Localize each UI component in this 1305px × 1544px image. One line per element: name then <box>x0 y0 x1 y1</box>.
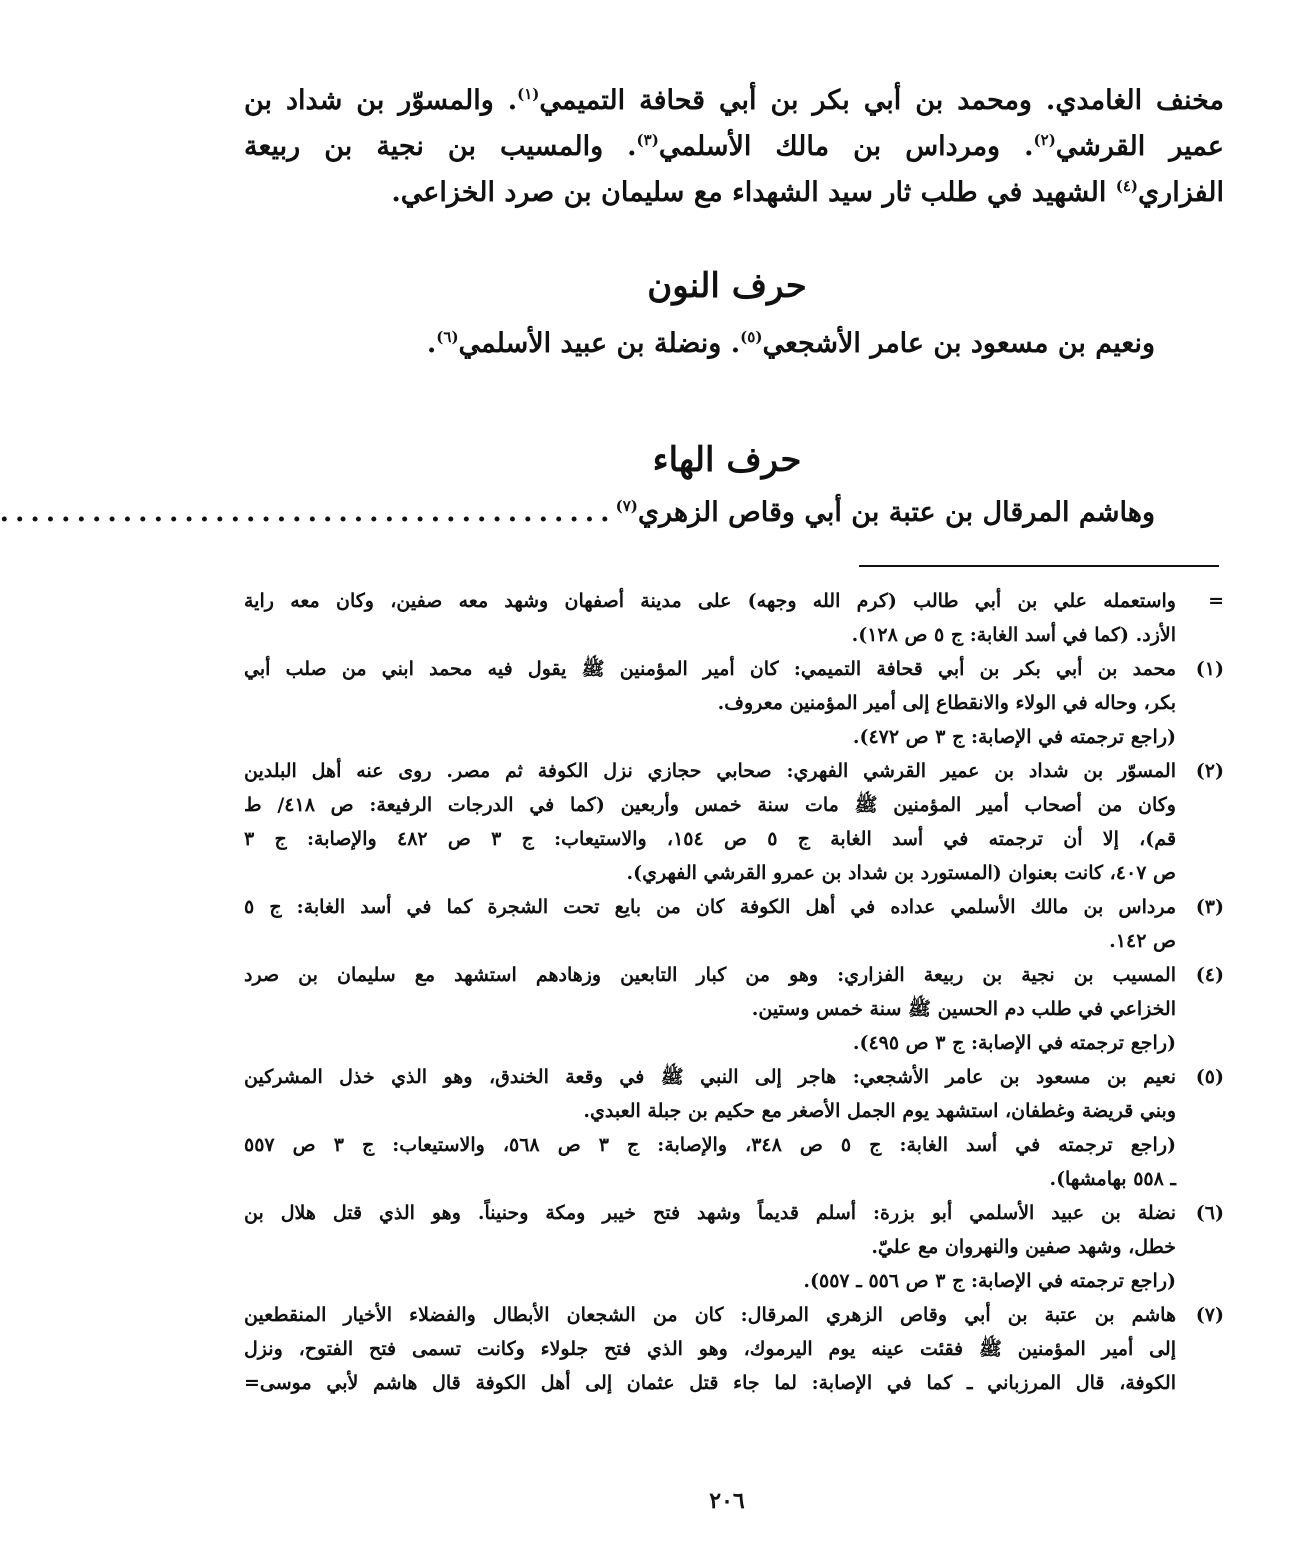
footnote-line: بكر، وحاله في الولاء والانقطاع إلى أمير المؤمنين معروف. <box>717 692 1176 714</box>
footnote-marker: (٥) <box>1195 1066 1224 1088</box>
footnote <box>244 1196 1224 1298</box>
footnote <box>244 1298 1224 1400</box>
text-segment: . والمسيب بن نجية بن ربيعة <box>244 131 637 162</box>
section-heading-nun: حرف النون <box>647 266 807 306</box>
text-segment: الشهيد في طلب ثار سيد الشهداء مع سليمان بن صرد الخزاعي. <box>391 177 1116 208</box>
text-segment: الفزاري <box>1138 177 1224 208</box>
footnote-separator <box>859 565 1219 567</box>
paragraph-line <box>244 124 1224 170</box>
footnote-line: ص ١٤٢. <box>1109 930 1176 952</box>
footnote-line: الأزد. (كما في أسد الغابة: ج ٥ ص ١٢٨). <box>851 624 1176 646</box>
text-segment: مخنف الغامدي. ومحمد بن أبي بكر بن أبي قحافة التميمي <box>539 85 1225 116</box>
section-nun-line <box>427 328 1155 359</box>
section-ha-line <box>0 497 1155 528</box>
footnote-line: مرداس بن مالك الأسلمي عداده في أهل الكوفة كان من بايع تحت الشجرة كما في أسد الغابة: ج ٥ <box>244 896 1176 918</box>
footnote-marker: = <box>1208 590 1224 612</box>
footnote-marker: (١) <box>1195 658 1224 680</box>
footnotes <box>244 584 1224 1400</box>
footnote-line: هاشم بن عتبة بن أبي وقاص الزهري المرقال: كان من الشجعان الأبطال والفضلاء الأخيار المنقطعين <box>244 1304 1176 1326</box>
text-segment: . ونضلة بن عبيد الأسلمي <box>458 328 741 359</box>
footnote-line: نضلة بن عبيد الأسلمي أبو بزرة: أسلم قديماً وشهد فتح خيبر ومكة وحنيناً. وهو الذي قتل هلال بن <box>244 1202 1176 1224</box>
footnote-line: المسيب بن نجية بن ربيعة الفزاري: وهو من كبار التابعين وزهادهم استشهد مع سليمان بن صرد <box>244 964 1176 986</box>
footnote <box>244 754 1224 890</box>
footnote-ref: (٧) <box>615 497 638 515</box>
footnote-ref: (٦) <box>436 328 459 346</box>
leader-dots: ........................................ <box>0 497 616 528</box>
footnote-line: نعيم بن مسعود بن عامر الأشجعي: هاجر إلى النبي ﷺ في وقعة الخندق، وهو الذي خذل المشركين <box>244 1066 1176 1088</box>
footnote-marker: (٦) <box>1195 1202 1224 1224</box>
footnote-body <box>244 958 1176 1060</box>
footnote-ref: (٣) <box>636 131 659 149</box>
paragraph-line <box>244 170 1224 216</box>
footnote-line: ص ٤٠٧، كانت بعنوان (المستورد بن شداد بن عمرو القرشي الفهري). <box>626 862 1176 884</box>
footnote-line: (راجع ترجمته في الإصابة: ج ٣ ص ٤٩٥). <box>852 1032 1176 1054</box>
page-number: ٢٠٦ <box>709 1488 745 1514</box>
footnote-line: قم)، إلا أن ترجمته في أسد الغابة ج ٥ ص ١٥٤، والاستيعاب: ج ٣ ص ٤٨٢ والإصابة: ج ٣ <box>244 828 1177 850</box>
text-segment: وهاشم المرقال بن عتبة بن أبي وقاص الزهري <box>637 497 1155 528</box>
footnote <box>244 652 1224 754</box>
footnote-line: محمد بن أبي بكر بن أبي قحافة التميمي: كان أمير المؤمنين ﷺ يقول فيه محمد ابني من صلب أبي <box>244 658 1176 680</box>
footnote-body <box>244 652 1176 754</box>
footnote-ref: (٥) <box>740 328 763 346</box>
footnote-ref: (٤) <box>1115 177 1139 195</box>
footnote-line: الكوفة، قال المرزباني ـ كما في الإصابة: لما جاء قتل عثمان إلى أهل الكوفة قال هاشم لأبي موسى= <box>244 1372 1176 1394</box>
footnote-body <box>244 584 1176 652</box>
footnote-line: خطل، وشهد صفين والنهروان مع عليّ. <box>871 1236 1176 1258</box>
footnote-body <box>244 890 1176 958</box>
footnote-marker: (٤) <box>1195 964 1224 986</box>
footnote-line: الخزاعي في طلب دم الحسين ﷺ سنة خمس وستين. <box>751 998 1176 1020</box>
text-segment: عمير القرشي <box>1055 131 1224 162</box>
footnote-line: المسوّر بن شداد بن عمير القرشي الفهري: صحابي حجازي نزل الكوفة ثم مصر. روى عنه أهل البلدين <box>244 760 1176 782</box>
footnote <box>244 584 1224 652</box>
footnote <box>244 958 1224 1060</box>
text-segment: . <box>426 328 437 359</box>
footnote-body <box>244 1298 1176 1400</box>
footnote-line: ـ ٥٥٨ بهامشها). <box>1049 1168 1176 1190</box>
footnote-ref: (١) <box>517 85 540 103</box>
section-ha-text <box>616 497 1155 528</box>
footnote-marker: (٣) <box>1195 896 1224 918</box>
footnote-body <box>244 1196 1176 1298</box>
footnote-line: (راجع ترجمته في أسد الغابة: ج ٥ ص ٣٤٨، والإصابة: ج ٣ ص ٥٦٨، والاستيعاب: ج ٣ ص ٥٥٧ <box>244 1134 1177 1156</box>
paragraph-line <box>244 78 1224 124</box>
footnote-line: إلى أمير المؤمنين ﷺ فقئت عينه يوم اليرموك، وهو الذي فتح جلولاء وكانت تسمى فتح الفتوح، ونزل <box>244 1338 1176 1360</box>
main-paragraph <box>244 78 1224 216</box>
footnote-body <box>244 1060 1176 1196</box>
footnote <box>244 1060 1224 1196</box>
footnote-line: وبني قريضة وغطفان، استشهد يوم الجمل الأصغر مع حكيم بن جبلة العبدي. <box>583 1100 1176 1122</box>
section-heading-ha: حرف الهاء <box>652 440 802 480</box>
footnote-body <box>244 754 1176 890</box>
footnote-marker: (٢) <box>1195 760 1224 782</box>
footnote-line: وكان من أصحاب أمير المؤمنين ﷺ مات سنة خمس وأربعين (كما في الدرجات الرفيعة: ص ٤١٨/ ط <box>244 794 1176 816</box>
footnote-line: (راجع ترجمته في الإصابة: ج ٣ ص ٥٥٦ ـ ٥٥٧). <box>803 1270 1176 1292</box>
text-segment: . ومرداس بن مالك الأسلمي <box>658 131 1034 162</box>
footnote-line: (راجع ترجمته في الإصابة: ج ٣ ص ٤٧٢). <box>852 726 1176 748</box>
text-segment: ونعيم بن مسعود بن عامر الأشجعي <box>762 328 1155 359</box>
footnote <box>244 890 1224 958</box>
footnote-ref: (٢) <box>1033 131 1056 149</box>
text-segment: . والمسوّر بن شداد بن <box>244 85 518 116</box>
footnote-line: واستعمله علي بن أبي طالب (كرم الله وجهه) على مدينة أصفهان وشهد معه صفين، وكان معه راية <box>244 590 1176 612</box>
footnote-marker: (٧) <box>1195 1304 1224 1326</box>
